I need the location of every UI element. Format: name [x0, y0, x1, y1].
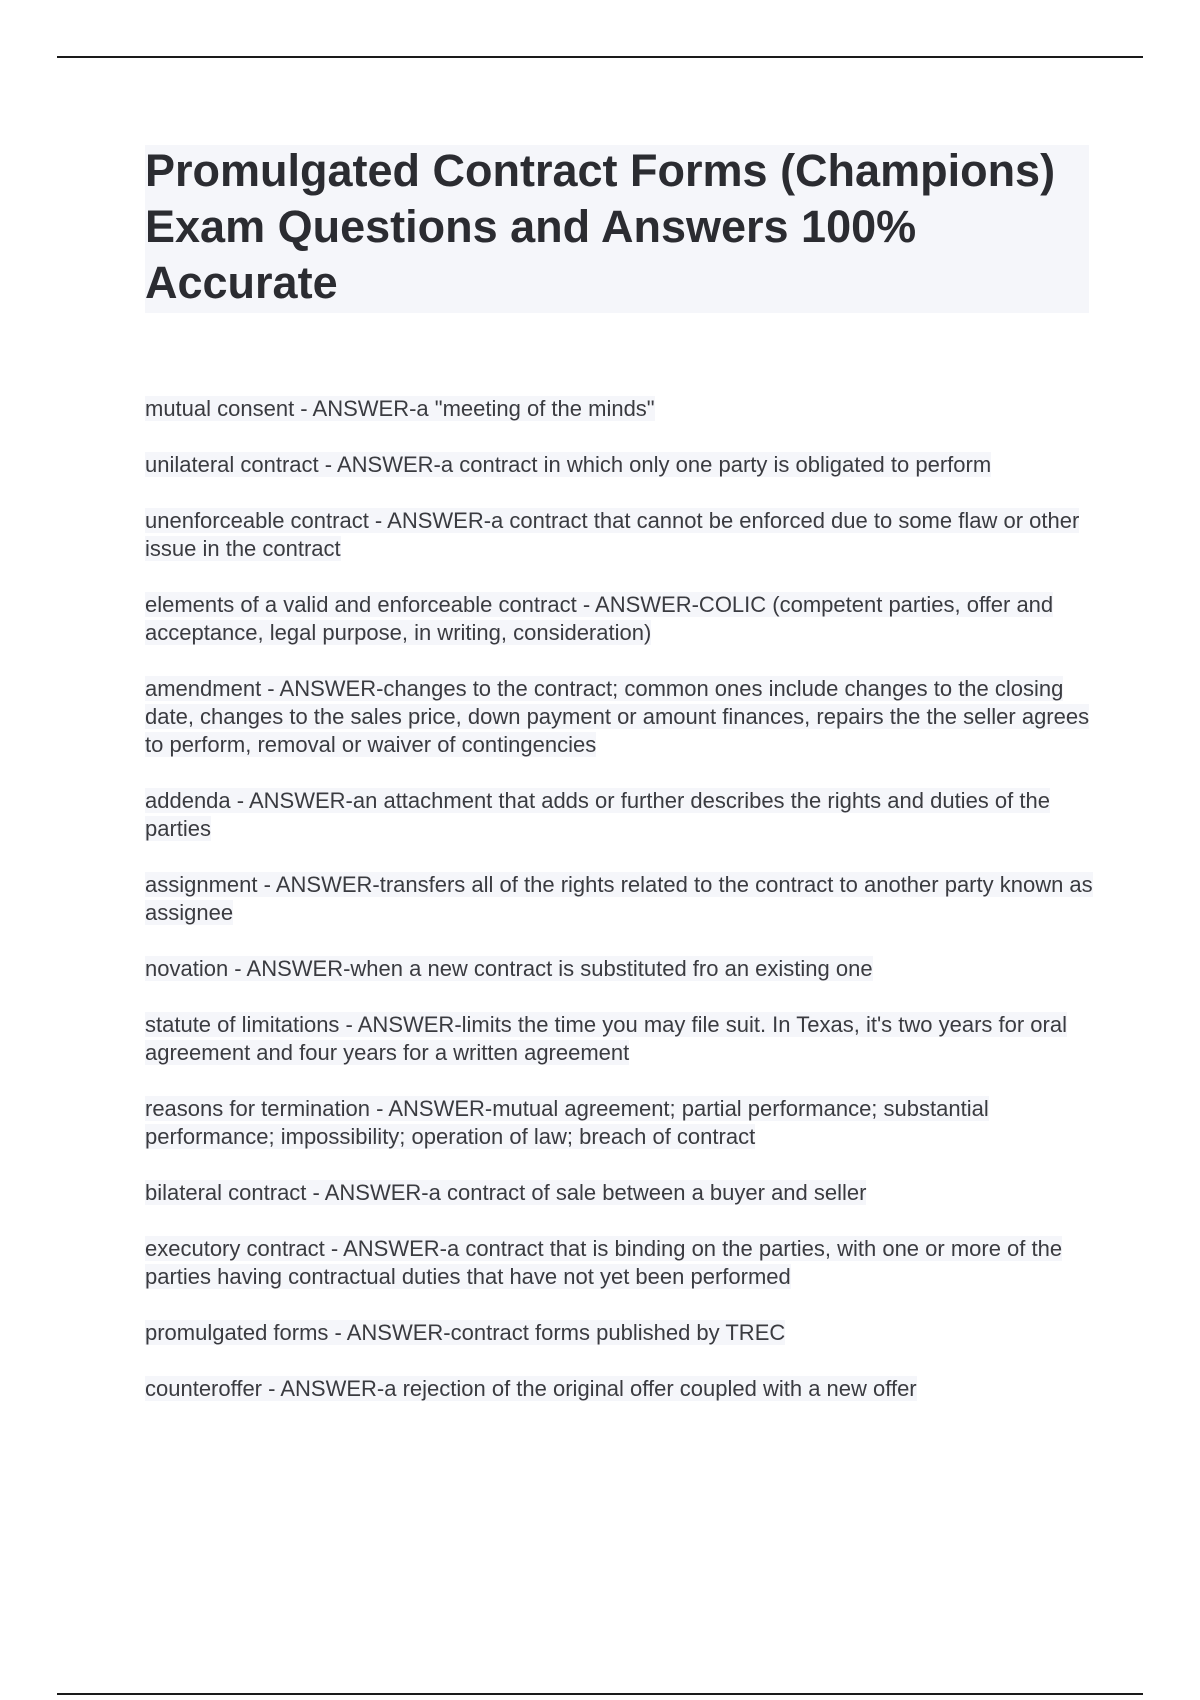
qa-text: reasons for termination - ANSWER-mutual agreement; partial performance; substantial performance; impossibility; operation of law; breach of contract	[145, 1096, 989, 1149]
list-item	[145, 1375, 1095, 1403]
qa-text: elements of a valid and enforceable contract - ANSWER-COLIC (competent parties, offer and acceptance, legal purpose, in writing, consideration)	[145, 592, 1054, 645]
list-item	[145, 591, 1095, 647]
qa-text: promulgated forms - ANSWER-contract forms published by TREC	[145, 1320, 786, 1345]
list-item	[145, 1095, 1095, 1151]
list-item	[145, 955, 1095, 983]
list-item	[145, 1011, 1095, 1067]
top-rule	[57, 56, 1143, 58]
bottom-rule	[57, 1693, 1143, 1695]
qa-text: unilateral contract - ANSWER-a contract in which only one party is obligated to perform	[145, 452, 992, 477]
list-item	[145, 451, 1095, 479]
list-item	[145, 507, 1095, 563]
list-item	[145, 1319, 1095, 1347]
document-title: Promulgated Contract Forms (Champions) Exam Questions and Answers 100% Accurate	[145, 145, 1056, 308]
list-item	[145, 1235, 1095, 1291]
qa-text: statute of limitations - ANSWER-limits the time you may file suit. In Texas, it's two years for oral agreement and four years for a written agreement	[145, 1012, 1067, 1065]
list-item	[145, 1179, 1095, 1207]
list-item	[145, 395, 1095, 423]
qa-text: amendment - ANSWER-changes to the contract; common ones include changes to the closing date, changes to the sales price, down payment or amount finances, repairs the the seller agrees to perform, removal or waiver of contingencies	[145, 676, 1090, 757]
qa-text: novation - ANSWER-when a new contract is substituted fro an existing one	[145, 956, 873, 981]
qa-text: addenda - ANSWER-an attachment that adds or further describes the rights and duties of the parties	[145, 788, 1050, 841]
qa-text: executory contract - ANSWER-a contract that is binding on the parties, with one or more of the parties having contractual duties that have not yet been performed	[145, 1236, 1063, 1289]
qa-text: bilateral contract - ANSWER-a contract of sale between a buyer and seller	[145, 1180, 867, 1205]
qa-list	[145, 395, 1095, 1431]
qa-text: unenforceable contract - ANSWER-a contract that cannot be enforced due to some flaw or other issue in the contract	[145, 508, 1080, 561]
qa-text: counteroffer - ANSWER-a rejection of the original offer coupled with a new offer	[145, 1376, 917, 1401]
qa-text: assignment - ANSWER-transfers all of the rights related to the contract to another party known as assignee	[145, 872, 1093, 925]
list-item	[145, 871, 1095, 927]
qa-text: mutual consent - ANSWER-a "meeting of the minds"	[145, 396, 655, 421]
list-item	[145, 787, 1095, 843]
list-item	[145, 675, 1095, 759]
